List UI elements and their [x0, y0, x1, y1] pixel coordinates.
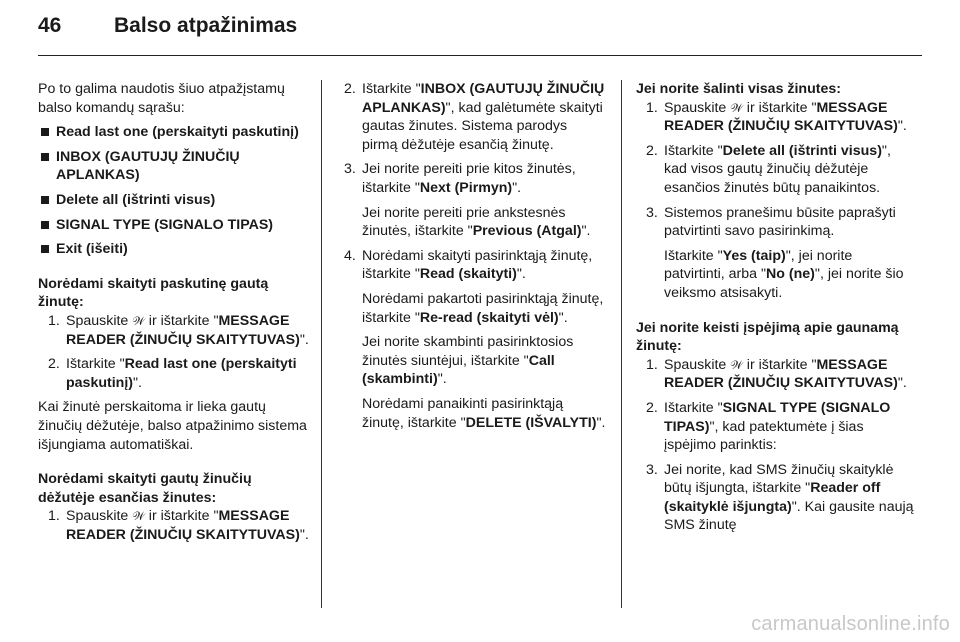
- step-text-part: Ištarkite: [362, 81, 412, 97]
- section-heading: Norėdami skaityti paskutinę gautą žinutę:: [38, 275, 269, 311]
- step-number: 3.: [646, 204, 658, 221]
- voice-command-icon: 𝒲: [730, 100, 743, 115]
- column-divider: [621, 80, 622, 608]
- step-number: 3.: [646, 461, 658, 478]
- page-title: Balso atpažinimas: [114, 14, 298, 37]
- step-text-part: Norėdami panaikinti pasirinktąją žinutę, ištarkite: [362, 395, 564, 431]
- step-text-part: , kad visos gautų žinučių dėžutėje esančios žinutės būtų panaikintos.: [664, 142, 891, 196]
- step-text: Sistemos pranešimu būsite paprašyti patvirtinti savo pasirinkimą.: [664, 204, 896, 240]
- step-text-part: , jei norite šio veiksmo atsisakyti.: [664, 266, 904, 301]
- step-number: 2.: [646, 399, 658, 416]
- step-number: 4.: [344, 247, 356, 264]
- step-text-part: . Kai gausite naują SMS žinutę: [664, 498, 914, 534]
- section-heading: Jei norite keisti įspėjimą apie gaunamą žinutę:: [636, 319, 899, 355]
- intro-text: Po to galima naudotis šiuo atpažįstamų balso komandų sąrašu:: [38, 81, 285, 116]
- step: [636, 142, 914, 198]
- voice-command: INBOX (GAUTUJŲ ŽINUČIŲ APLANKAS): [362, 81, 605, 116]
- step-text-part: Spauskite: [66, 312, 129, 329]
- voice-command-icon: 𝒲: [132, 509, 145, 524]
- step-text: Spauskite 𝒲 ir ištarkite "MESSAGE READER (ŽINUČIŲ SKAITYTUVAS)".: [66, 508, 309, 543]
- step-text-part: , kad patektumėte į šias įspėjimo parinktis:: [664, 418, 864, 454]
- step-text: Ištarkite "INBOX (GAUTUJŲ ŽINUČIŲ APLANKAS)", kad galėtumėte skaityti gautas žinutes. Sistema parodys pirmą dėžutėje esančią žinutę.: [362, 81, 605, 153]
- step-text-part: Jei norite, kad SMS žinučių skaityklė būtų išjungta, ištarkite: [664, 461, 894, 497]
- step-text: Norėdami pakartoti pasirinktąją žinutę, ištarkite "Re-read (skaityti vėl)".: [362, 290, 604, 326]
- step: [636, 356, 914, 393]
- step-text: Jei norite, kad SMS žinučių skaityklė būtų išjungta, ištarkite "Reader off (skaityklė išjungta)". Kai gausite naują SMS žinutę: [664, 461, 914, 534]
- step-number: 1.: [646, 99, 658, 116]
- step-text-part: Norėdami pakartoti pasirinktąją žinutę, ištarkite: [362, 290, 604, 326]
- column-3: [636, 80, 914, 535]
- column-divider: [321, 80, 322, 608]
- step-number: 2.: [344, 81, 356, 97]
- section-heading: Norėdami skaityti gautų žinučių dėžutėje esančias žinutes:: [38, 471, 252, 506]
- page-number: 46: [38, 14, 62, 37]
- voice-command: MESSAGE READER (ŽINUČIŲ SKAITYTUVAS): [664, 356, 898, 392]
- step-text: Spauskite 𝒲 ir ištarkite "MESSAGE READER (ŽINUČIŲ SKAITYTUVAS)".: [66, 312, 309, 348]
- voice-command-icon: 𝒲: [132, 313, 145, 328]
- voice-command: Yes (taip): [722, 247, 786, 264]
- step-text-part: , kad galėtumėte skaityti gautas žinutes. Sistema parodys pirmą dėžutėje esančią žinutę.: [362, 99, 603, 153]
- step-number: 2.: [48, 356, 60, 373]
- step-text-part: Ištarkite: [664, 399, 714, 416]
- step-text-part: Jei norite skambinti pasirinktosios žinutės siuntėjui, ištarkite: [362, 334, 574, 369]
- step-text-part: ir ištarkite: [148, 508, 210, 525]
- step-text-part: Norėdami skaityti pasirinktąją žinutę, ištarkite: [362, 247, 593, 283]
- step: [636, 204, 914, 303]
- watermark: carmanualsonline.info: [751, 613, 950, 635]
- step-text-part: Jei norite pereiti prie ankstesnės žinutės, ištarkite: [362, 204, 566, 240]
- body-paragraph: Kai žinutė perskaitoma ir lieka gautų žinučių dėžutėje, balso atpažinimo sistema išjungiama automatiškai.: [38, 399, 307, 453]
- column-1: [38, 80, 310, 544]
- step-text: Jei norite pereiti prie ankstesnės žinutės, ištarkite "Previous (Atgal)".: [362, 204, 591, 240]
- voice-command: Read (skaityti): [419, 266, 517, 283]
- voice-command: Next (Pirmyn): [419, 179, 513, 196]
- step-text-part: ir ištarkite: [148, 312, 210, 329]
- voice-command: DELETE (IŠVALYTI): [465, 414, 597, 431]
- list-item: Delete all (ištrinti visus): [38, 191, 310, 210]
- step-text-part: Spauskite: [66, 508, 129, 525]
- step-text: Jei norite pereiti prie kitos žinutės, ištarkite "Next (Pirmyn)".: [362, 161, 576, 196]
- step-text-part: ir ištarkite: [746, 356, 808, 373]
- voice-command: MESSAGE READER (ŽINUČIŲ SKAITYTUVAS): [66, 312, 300, 348]
- step: [334, 160, 606, 240]
- command-list: [38, 123, 310, 259]
- step-text-part: Spauskite: [664, 356, 727, 373]
- step: [38, 507, 310, 544]
- voice-command: Call (skambinti): [362, 352, 555, 388]
- voice-command: Previous (Atgal): [472, 223, 582, 240]
- voice-command: MESSAGE READER (ŽINUČIŲ SKAITYTUVAS): [66, 508, 300, 543]
- step-number: 1.: [646, 356, 658, 373]
- column-2: [334, 80, 606, 432]
- step-number: 2.: [646, 142, 658, 159]
- section-heading: Jei norite šalinti visas žinutes:: [636, 81, 841, 97]
- list-item: Exit (išeiti): [38, 240, 310, 259]
- step-number: 1.: [48, 312, 60, 329]
- step-text-part: Jei norite pereiti prie kitos žinutės, ištarkite: [362, 161, 576, 196]
- step-text: Ištarkite "Read last one (perskaityti paskutinį)".: [66, 356, 297, 391]
- list-item: INBOX (GAUTUJŲ ŽINUČIŲ APLANKAS): [38, 148, 310, 185]
- step: [636, 461, 914, 535]
- step-text: Ištarkite "Delete all (ištrinti visus)", kad visos gautų žinučių dėžutėje esančios žinutės būtų panaikintos.: [664, 142, 891, 196]
- step-text-part: , jei norite patvirtinti, arba: [664, 247, 853, 283]
- voice-command: Reader off (skaityklė išjungta): [664, 480, 881, 515]
- step-text-part: Spauskite: [664, 99, 727, 116]
- step-text: Norėdami panaikinti pasirinktąją žinutę, ištarkite "DELETE (IŠVALYTI)".: [362, 395, 606, 431]
- step-text-part: ir ištarkite: [746, 99, 808, 116]
- step-text-part: Ištarkite: [664, 247, 714, 264]
- step-text: Norėdami skaityti pasirinktąją žinutę, ištarkite "Read (skaityti)".: [362, 247, 593, 283]
- step-number: 1.: [48, 508, 60, 525]
- step: [38, 355, 310, 392]
- step-text: Spauskite 𝒲 ir ištarkite "MESSAGE READER (ŽINUČIŲ SKAITYTUVAS)".: [664, 356, 907, 392]
- list-item: SIGNAL TYPE (SIGNALO TIPAS): [38, 216, 310, 235]
- step-text: Spauskite 𝒲 ir ištarkite "MESSAGE READER (ŽINUČIŲ SKAITYTUVAS)".: [664, 99, 907, 135]
- step-text: Jei norite skambinti pasirinktosios žinutės siuntėjui, ištarkite "Call (skambinti)".: [362, 334, 574, 388]
- voice-command: SIGNAL TYPE (SIGNALO TIPAS): [664, 399, 891, 435]
- step-text: Ištarkite "SIGNAL TYPE (SIGNALO TIPAS)", kad patektumėte į šias įspėjimo parinktis:: [664, 399, 891, 454]
- page-header: [38, 14, 297, 54]
- voice-command-icon: 𝒲: [730, 357, 743, 372]
- step: [334, 80, 606, 154]
- voice-command: Read last one (perskaityti paskutinį): [66, 356, 297, 391]
- step: [334, 247, 606, 432]
- voice-command: Re-read (skaityti vėl): [419, 309, 559, 326]
- step-text-part: Ištarkite: [664, 142, 714, 159]
- voice-command: No (ne): [766, 266, 815, 283]
- voice-command: MESSAGE READER (ŽINUČIŲ SKAITYTUVAS): [664, 99, 898, 135]
- step-number: 3.: [344, 161, 356, 178]
- step: [636, 399, 914, 455]
- step: [38, 312, 310, 349]
- voice-command: Delete all (ištrinti visus): [722, 142, 882, 159]
- list-item: Read last one (perskaityti paskutinį): [38, 123, 310, 142]
- step: [636, 99, 914, 136]
- step-text: Ištarkite "Yes (taip)", jei norite patvirtinti, arba "No (ne)", jei norite šio veiksmo atsisakyti.: [664, 247, 904, 301]
- step-text-part: Ištarkite: [66, 356, 116, 373]
- header-rule: [38, 55, 922, 56]
